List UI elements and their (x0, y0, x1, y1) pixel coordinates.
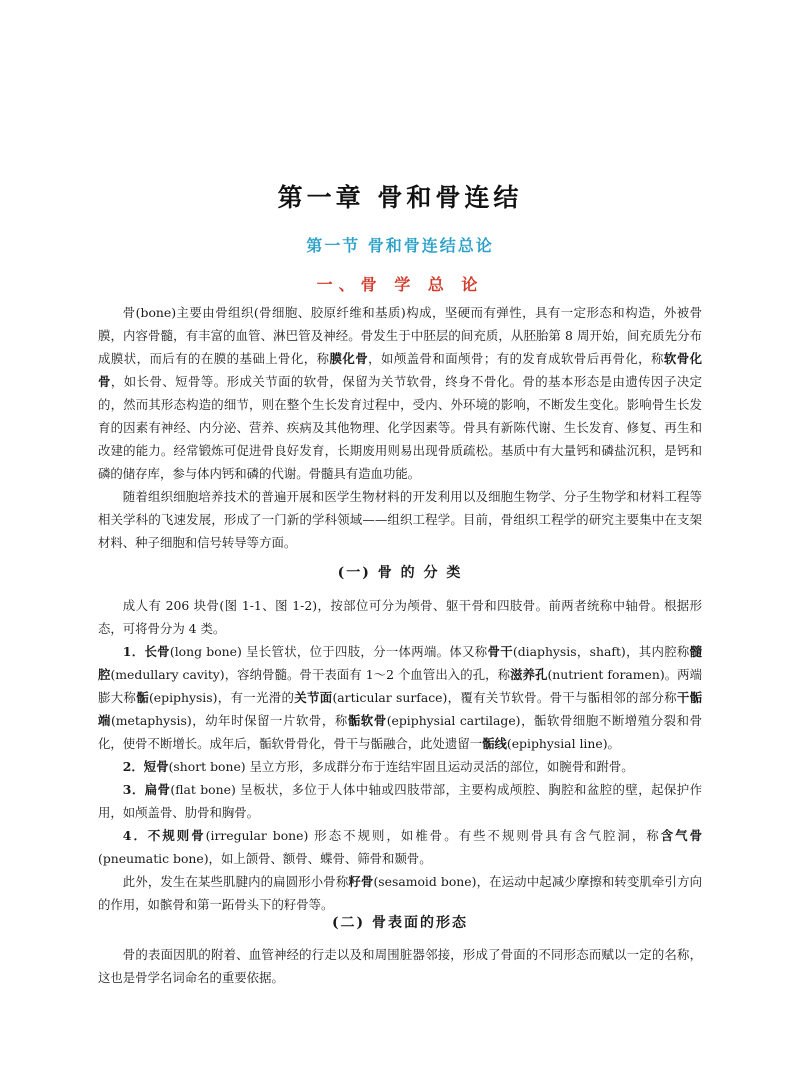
text-run: (epiphysial cartilage)，骺软骨细胞不断增殖分裂和骨化，使骨不断增长。成年后，骺软骨骨化，骨干与骺融合，此处遗留一 (98, 713, 702, 751)
term: 骺软骨 (347, 713, 387, 728)
surface-heading: (二) 骨表面的形态 (331, 915, 469, 931)
intro-text (98, 301, 702, 554)
term: 干骺端 (98, 690, 703, 728)
term: 关节面 (294, 690, 333, 705)
text-run: 骨(bone)主要由骨组织(骨细胞、胶原纤维和基质)构成，坚硬而有弹性，具有一定形态和构造，外被骨膜，内容骨髓，有丰富的血管、淋巴管及神经。骨发生于中胚层的间充质，从胚胎第 8 周开始，间充质先分布成膜状，而后有的在膜的基础上骨化，称 (98, 305, 702, 366)
text-run: (epiphysis)，有一光滑的 (148, 690, 295, 705)
chapter-title: 第一章 骨和骨连结 (277, 183, 523, 212)
item-label: 3．扁骨 (122, 782, 171, 797)
text-run: (medullary cavity)，容纳骨髓。骨干表面有 1～2 个血管出入的孔，称 (110, 667, 511, 682)
text-run: (pneumatic bone)，如上颌骨、额骨、蝶骨、筛骨和颞骨。 (98, 851, 432, 866)
text-run: (sesamoid bone)，在运动中起减少摩擦和转变肌牵引方向的作用，如髌骨和第一跖骨头下的籽骨等。 (98, 874, 703, 912)
text-run: (articular surface)，覆有关节软骨。骨干与骺相邻的部分称 (332, 690, 677, 705)
intro-paragraph-2: 随着组织细胞培养技术的普遍开展和医学生物材料的开发利用以及细胞生物学、分子生物学和材料工程等相关学科的飞速发展，形成了一门新的学科领域——组织工程学。目前，骨组织工程学的研究主要集中在支架材料、种子细胞和信号转导等方面。 (98, 489, 702, 550)
intro-paragraph-1 (98, 301, 702, 485)
text-run: 此外，发生在某些肌腱内的扁圆形小骨称 (122, 874, 349, 889)
text-run: (short bone) 呈立方形，多成群分布于连结牢固且运动灵活的部位，如腕骨和跗骨。 (168, 759, 634, 774)
item-label: 2．短骨 (122, 759, 169, 774)
text-run: ，如颅盖骨和面颅骨；有的发育成软骨后再骨化，称 (368, 351, 664, 366)
subsection-title (0, 272, 800, 295)
text-run: (metaphysis)，幼年时保留一片软骨，称 (110, 713, 348, 728)
term: 软骨化骨 (98, 351, 703, 389)
text-run: (flat bone) 呈板状，多位于人体中轴或四肢带部，主要构成颅腔、胸腔和盆腔的壁，起保护作用，如颅盖骨、肋骨和胸骨。 (98, 782, 702, 820)
long-bone-paragraph (98, 640, 702, 755)
text-run: (epiphysial line)。 (506, 736, 620, 751)
term: 髓腔 (98, 644, 702, 682)
term: 骺线 (482, 736, 507, 751)
subsection-title-text: 一、骨 学 总 论 (316, 275, 484, 294)
classification-text (98, 594, 702, 916)
text-run: (nutrient foramen)。两端膨大称 (98, 667, 703, 705)
classification-paragraph: 成人有 206 块骨(图 1-1、图 1-2)，按部位可分为颅骨、躯干骨和四肢骨。前两者统称中轴骨。根据形态，可将骨分为 4 类。 (98, 598, 702, 636)
item-label: 1．长骨 (122, 644, 170, 659)
short-bone-paragraph (98, 755, 702, 778)
text-run: (irregular bone) 形态不规则，如椎骨。有些不规则骨具有含气腔洞，称 (205, 828, 661, 843)
term: 籽骨 (348, 874, 374, 889)
section-title: 第一节 骨和骨连结总论 (306, 236, 494, 255)
classification-heading: (一) 骨 的 分 类 (337, 565, 463, 581)
text-run: (long bone) 呈长管状，位于四肢，分一体两端。体又称 (169, 644, 488, 659)
term: 含气骨 (660, 828, 703, 843)
term: 骨干 (487, 644, 513, 659)
term: 滋养孔 (510, 667, 548, 682)
sesamoid-paragraph (98, 870, 702, 916)
term: 膜化骨 (329, 351, 369, 366)
text-run: (diaphysis，shaft)，其内腔称 (512, 644, 690, 659)
text-run: ，如长骨、短骨等。形成关节面的软骨，保留为关节软骨，终身不骨化。骨的基本形态是由遗传因子决定的，然而其形态构造的细节，则在整个生长发育过程中，受内、外环境的影响，不断发生变化。影响骨生长发育的因素有神经、内分泌、营养、疾病及其他物理、化学因素等。骨具有新陈代谢、生长发育、修复、再生和改建的能力。经常锻炼可促进骨良好发育，长期废用则易出现骨质疏松。基质中有大量钙和磷盐沉积，是钙和磷的储存库，参与体内钙和磷的代谢。骨髓具有造血功能。 (98, 374, 703, 481)
flat-bone-paragraph (98, 778, 702, 824)
item-label: 4．不规则骨 (122, 828, 206, 843)
term: 骺 (136, 690, 149, 705)
surface-text (98, 943, 702, 989)
surface-paragraph: 骨的表面因肌的附着、血管神经的行走以及和周围脏器邻接，形成了骨面的不同形态而赋以一定的名称，这也是骨学名词命名的重要依据。 (98, 947, 702, 985)
irregular-bone-paragraph (98, 824, 702, 870)
